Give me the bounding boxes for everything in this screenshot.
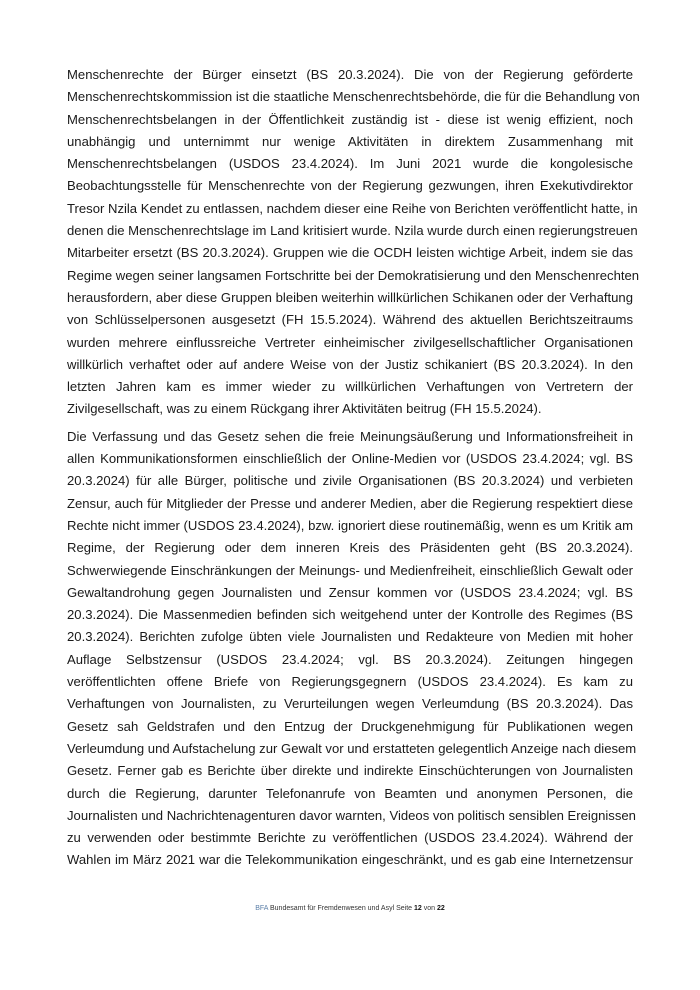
text-line: Menschenrechte der Bürger einsetzt (BS 20.3.2024). Die von der Regierung geförderte (67, 67, 633, 82)
text-line: Mitarbeiter ersetzt (BS 20.3.2024). Gruppen wie die OCDH leisten wichtige Arbeit, indem sie das (67, 245, 633, 261)
text-line: von Schlüsselpersonen ausgesetzt (FH 15.5.2024). Während des aktuellen Berichtszeitraums (67, 312, 633, 328)
text-line: veröffentlichten offene Briefe von Regierungsgegnern (USDOS 23.4.2024). Es kam zu (67, 674, 633, 690)
text-line: letzten Jahren kam es immer wieder zu willkürlichen Verhaftungen von Vertretern der (67, 379, 633, 395)
footer-of-label: von (423, 905, 436, 912)
text-line: Menschenrechtsbelangen in der Öffentlichkeit zuständig ist - diese ist wenig effizient, noch (67, 111, 633, 127)
text-line: Gesetz sah Geldstrafen und den Entzug der Druckgenehmigung für Publikationen wegen (67, 718, 633, 734)
text-line: allen Kommunikationsformen einschließlich der Online-Medien vor (USDOS 23.4.2024; vgl. BS (67, 451, 633, 467)
text-line: 20.3.2024) für alle Bürger, politische und zivile Organisationen (BS 20.3.2024) und verbieten (67, 473, 633, 489)
text-line: zu verwenden oder bestimmte Berichte zu veröffentlichen (USDOS 23.4.2024). Während der (67, 830, 633, 846)
text-line: Wahlen im März 2021 war die Telekommunikation eingeschränkt, und es gab eine Internetzensur (67, 852, 633, 868)
paragraph-2 (67, 426, 637, 872)
text-line: Gewaltandrohung gegen Journalisten und Zensur kommen vor (USDOS 23.4.2024; vgl. BS (67, 584, 633, 600)
footer-page-total: 22 (437, 905, 445, 912)
text-line: Verhaftungen von Journalisten, zu Verurteilungen wegen Verleumdung (BS 20.3.2024). Das (67, 696, 633, 712)
text-line: Gesetz. Ferner gab es Berichte über direkte und indirekte Einschüchterungen von Journalisten (67, 763, 633, 779)
text-line: Schwerwiegende Einschränkungen der Meinungs- und Medienfreiheit, einschließlich Gewalt oder (67, 562, 633, 578)
text-line: Journalisten und Nachrichtenagenturen davor warnten, Videos von politisch sensiblen Ereignissen (67, 807, 636, 823)
text-line: Tresor Nzila Kendet zu entlassen, nachdem dieser eine Reihe von Berichten veröffentlicht hatte, in (67, 200, 638, 216)
text-line: Zensur, auch für Mitglieder der Presse und anderer Medien, aber die Regierung respektiert diese (67, 495, 633, 511)
text-line: Die Verfassung und das Gesetz sehen die freie Meinungsäußerung und Informationsfreiheit in (67, 428, 633, 444)
text-line: Menschenrechtskommission ist die staatliche Menschenrechtsbehörde, die für die Behandlung von (67, 89, 640, 105)
text-line: Menschenrechtsbelangen (USDOS 23.4.2024). Im Juni 2021 wurde die kongolesische (67, 156, 633, 172)
text-line: Zivilgesellschaft, was zu einem Rückgang ihrer Aktivitäten beitrug (FH 15.5.2024). (67, 401, 542, 417)
page-footer (0, 905, 700, 912)
text-line: Rechte nicht immer (USDOS 23.4.2024), bzw. ignoriert diese routinemäßig, wenn es um Kritik am (67, 517, 633, 533)
text-line: Verleumdung und Aufstachelung zur Gewalt vor und erstatteten gelegentlich Anzeige nach diesem (67, 740, 637, 756)
footer-org: Bundesamt für Fremdenwesen und Asyl (270, 905, 395, 912)
text-line: Beobachtungsstelle für Menschenrechte von der Regierung gezwungen, ihren Exekutivdirektor (67, 178, 633, 194)
text-line: denen die Menschenrechtslage im Land kritisiert wurde. Nzila wurde durch einen regierungstreuen (67, 223, 638, 239)
text-line: 20.3.2024). Die Massenmedien befinden sich weitgehend unter der Kontrolle des Regimes (BS (67, 607, 633, 623)
text-line: Auflage Selbstzensur (USDOS 23.4.2024; vgl. BS 20.3.2024). Zeitungen hingegen (67, 651, 633, 667)
text-line: wurden mehrere einflussreiche Vertreter einheimischer zivilgesellschaftlicher Organisationen (67, 334, 633, 350)
text-line: durch die Regierung, darunter Telefonanrufe von Beamten und anonymen Personen, die (67, 785, 633, 801)
document-body (67, 64, 640, 877)
paragraph-1 (67, 64, 640, 421)
text-line: herausfordern, aber diese Gruppen bleiben weiterhin willkürlichen Schikanen oder der Verhaftung (67, 289, 633, 305)
text-line: unabhängig und unternimmt nur wenige Aktivitäten in direktem Zusammenhang mit (67, 133, 633, 149)
footer-brand: BFA (255, 905, 269, 912)
footer-page-label: Seite (396, 905, 413, 912)
text-line: willkürlich verhaftet oder auf andere Weise von der Justiz schikaniert (BS 20.3.2024). In den (67, 356, 633, 372)
footer-page-number: 12 (414, 905, 422, 912)
text-line: Regime, der Regierung oder dem inneren Kreis des Präsidenten geht (BS 20.3.2024). (67, 540, 633, 556)
text-line: 20.3.2024). Berichten zufolge übten viele Journalisten und Redakteure von Medien mit hoher (67, 629, 633, 645)
text-line: Regime wegen seiner langsamen Fortschritte bei der Demokratisierung und den Menschenrechten (67, 267, 640, 283)
